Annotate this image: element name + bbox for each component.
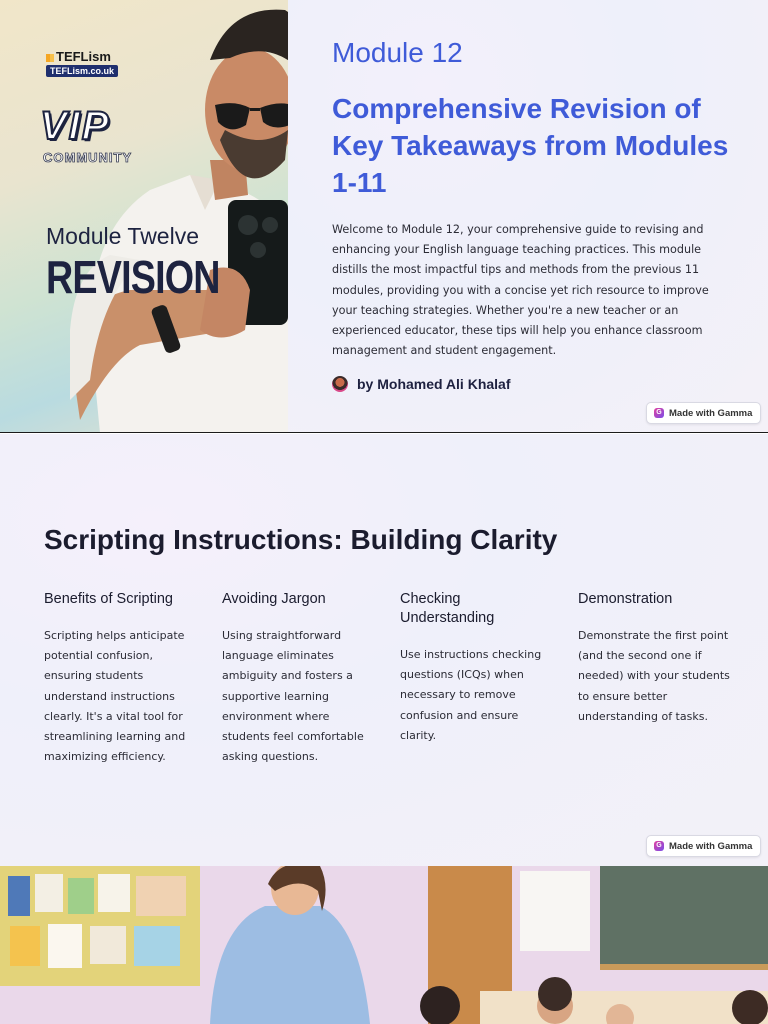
tip-title: Checking Understanding	[400, 591, 495, 626]
page-title: Comprehensive Revision of Key Takeaways from Modules 1-11	[332, 93, 729, 198]
section-heading	[44, 524, 557, 556]
tip-text: Using straightforward language eliminates ambiguity and fosters a supportive learning environment where students feel comfortable asking questions.	[222, 629, 364, 764]
brand-url: TEFLism.co.uk	[46, 65, 118, 77]
tip-text: Demonstrate the first point (and the second one if needed) with your students to ensure better understanding of tasks.	[578, 629, 730, 723]
intro-slide	[0, 0, 768, 433]
tip-column	[222, 590, 372, 767]
intro-panel	[288, 0, 768, 433]
tip-column	[44, 590, 194, 767]
cover-image	[0, 0, 288, 433]
module-number: Module 12	[332, 37, 463, 68]
badge-label: Made with Gamma	[669, 407, 753, 419]
cover-revision-title: REVISION	[46, 251, 220, 303]
classroom-illustration	[0, 866, 768, 1024]
made-with-gamma-button[interactable]	[646, 402, 761, 424]
brand-name: TEFLism	[56, 49, 111, 64]
tip-text: Use instructions checking questions (ICQs) when necessary to remove confusion and ensure clarity.	[400, 648, 542, 742]
gamma-icon: G	[654, 841, 664, 851]
community-label: COMMUNITY	[43, 150, 133, 165]
made-with-gamma-button[interactable]	[646, 835, 761, 857]
cover-module-label: Module Twelve	[46, 223, 199, 249]
classroom-photo	[0, 866, 768, 1024]
tip-column	[578, 590, 734, 727]
logo-mark-icon	[46, 54, 54, 62]
tip-title: Avoiding Jargon	[222, 591, 326, 607]
tip-column	[400, 590, 548, 746]
presenter-photo	[70, 0, 288, 433]
heading-bold: Scripting Instructions:	[44, 524, 343, 555]
scripting-slide	[0, 434, 768, 866]
badge-label: Made with Gamma	[669, 840, 753, 852]
tip-title: Demonstration	[578, 591, 673, 607]
heading-rest: Building Clarity	[342, 524, 558, 555]
author-byline	[332, 376, 511, 392]
gamma-icon: G	[654, 408, 664, 418]
avatar	[332, 376, 348, 392]
author-name: by Mohamed Ali Khalaf	[357, 376, 511, 392]
intro-paragraph: Welcome to Module 12, your comprehensive guide to revising and enhancing your English language teaching practices. This module distills the most impactful tips and methods from the previous 11 modules, providing you with a concise yet rich resource to improve your teaching strategies. Whether you're a new teacher or an experienced educator, these tips will help you enhance classroom management and student engagement.	[332, 223, 709, 358]
tip-text: Scripting helps anticipate potential confusion, ensuring students understand instructions clearly. It's a vital tool for streamlining learning and maximizing efficiency.	[44, 629, 186, 764]
vip-logo: VIP	[40, 104, 111, 148]
tip-title: Benefits of Scripting	[44, 591, 173, 607]
